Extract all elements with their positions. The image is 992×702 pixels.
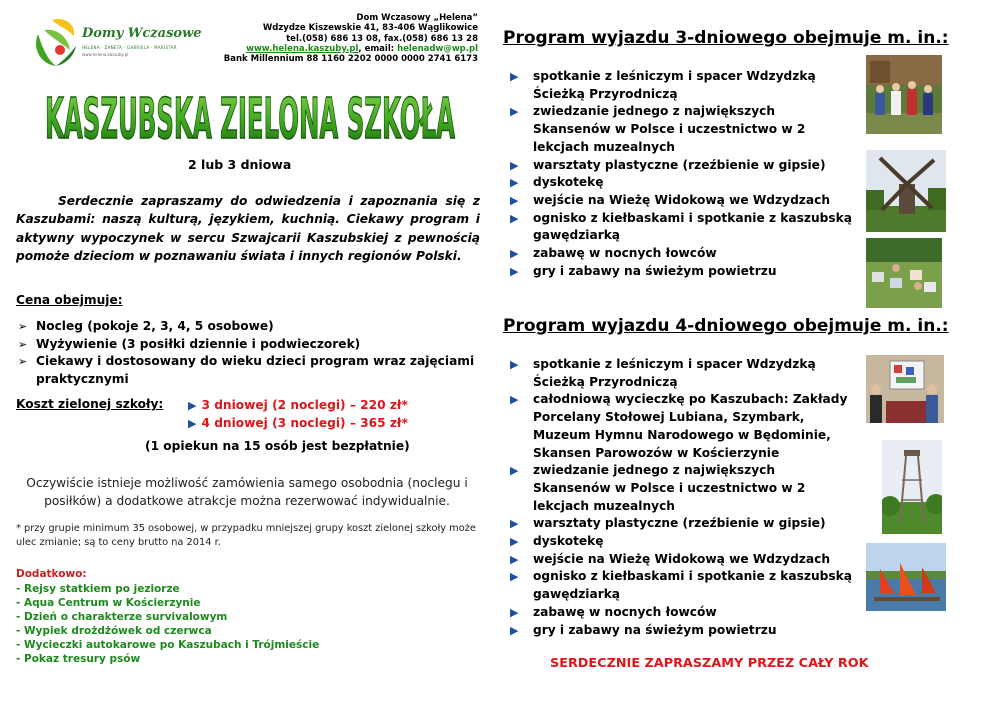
price-option: ▶ 3 dniowej (2 noclegi) – 220 zł* [188,398,408,412]
contact-name: Dom Wczasowy „Helena” [356,13,478,23]
arrowhead-right-icon: ➢ [18,337,28,351]
leaf-logo-icon [30,14,80,70]
triangle-right-icon: ▶ [510,70,519,83]
price-includes-heading: Cena obejmuje: [16,293,123,307]
cost-heading: Koszt zielonej szkoły: [16,397,164,411]
list-item: ▶ zwiedzanie jednego z największych Skansenów w Polsce i uczestnictwo w 2 lekcjach muzealnych [510,104,806,154]
program-3day-list [506,68,856,280]
program-3day-heading: Program wyjazdu 3-dniowego obejmuje m. in.: [503,28,949,48]
logo-url: www.helena.kaszuby.pl [82,52,129,57]
list-item: ▶ wejście na Wieżę Widokową we Wdzydzach [506,192,856,210]
triangle-right-icon: ▶ [510,158,519,172]
email-label: , email: [358,43,398,54]
price-option: ▶ 4 dniowej (3 noclegi) – 365 zł* [188,415,408,430]
list-item: - Pokaz tresury psów [16,653,141,665]
list-item: ▶ całodniową wycieczkę po Kaszubach: Zakłady Porcelany Stołowej Lubiana, Szymbark, Muzeum Hymnu Narodowego w Będominie, Skansen Parowozów w Kościerzynie [510,392,848,460]
list-item: ▶ ognisko z kiełbaskami i spotkanie z kaszubską gawędziarką [510,210,852,243]
photo-sailboats-lake [866,543,946,611]
group-note: * przy grupie minimum 35 osobowej, w przypadku mniejszej grupy koszt zielonej szkoły może ulec zmianie; są to ceny brutto na 2014 r. [16,523,476,548]
triangle-right-icon: ▶ [510,176,519,190]
triangle-right-icon: ▶ [510,105,519,119]
triangle-right-icon: ▶ [188,399,197,412]
list-item: ▶ wejście na Wieżę Widokową we Wdzydzach [506,551,856,569]
photo-windmill [866,150,946,232]
list-item: - Aqua Centrum w Kościerzynie [16,597,201,609]
list-item: - Wycieczki autokarowe po Kaszubach i Trójmieście [16,639,320,651]
list-item: - Wypiek drożdżówek od czerwca [16,625,212,637]
triangle-right-icon: ▶ [510,247,519,261]
list-item: ▶ warsztaty plastyczne (rzeźbienie w gipsie) [506,157,856,175]
triangle-right-icon: ▶ [510,464,519,478]
list-item: ➢ Ciekawy i dostosowany do wieku dzieci program wraz zajęciami praktycznymi [18,354,475,386]
program-4day-list [506,356,856,639]
arrowhead-right-icon: ➢ [18,355,28,368]
triangle-right-icon: ▶ [510,211,519,225]
program-4day-heading: Program wyjazdu 4-dniowego obejmuje m. in.: [503,316,949,336]
extras-heading: Dodatkowo: [16,568,87,580]
logo-tagline: HELENA · ŻANETA · GABRIELA · MARISTAR [82,45,177,50]
photo-children-outdoors [866,238,942,308]
triangle-right-icon: ▶ [510,517,519,531]
list-item: ▶ zabawę w nocnych łowców [506,245,856,263]
triangle-right-icon: ▶ [510,552,519,566]
triangle-right-icon: ▶ [188,416,197,430]
intro-text: Serdecznie zapraszamy do odwiedzenia i zapoznania się z Kaszubami: naszą kulturą, językiem, kuchnią. Ciekawy program i aktywny wypoczynek w sercu Szwajcarii Kaszubskiej z pewnością pomoże dzieciom w poznawaniu świata i innych regionów Polski. [16,194,480,264]
footer-invitation: SERDECZNIE ZAPRASZAMY PRZEZ CAŁY ROK [550,656,869,671]
contact-address: Wdzydze Kiszewskie 41, 83-406 Wąglikowice [262,23,478,34]
cost-options [188,397,408,432]
triangle-right-icon: ▶ [510,358,519,371]
list-item: ▶ warsztaty plastyczne (rzeźbienie w gipsie) [506,515,856,533]
triangle-right-icon: ▶ [510,264,519,278]
photo-observation-tower [882,440,942,534]
website-link[interactable]: www.helena.kaszuby.pl [246,43,359,54]
guardian-note: (1 opiekun na 15 osób jest bezpłatnie) [145,439,410,453]
list-item: - Dzień o charakterze survivalowym [16,611,228,623]
contact-block [188,13,478,64]
main-title-text: KASZUBSKA ZIELONA SZKOŁA [45,87,456,152]
logo [30,14,202,70]
photo-museum-lesson [866,355,944,423]
triangle-right-icon: ▶ [510,193,519,207]
contact-bank: Bank Millennium 88 1160 2202 0000 0000 2741 6173 [223,54,478,65]
list-item: ▶ ognisko z kiełbaskami i spotkanie z kaszubską gawędziarką [510,569,852,602]
list-item: ▶ spotkanie z leśniczym i spacer Wdzydzką Ścieżką Przyrodniczą [510,357,816,389]
price-includes-list [16,318,476,388]
list-item: ▶ gry i zabawy na świeżym powietrzu [506,263,856,281]
main-title [40,82,460,152]
photo-folk-dancers [866,55,942,134]
triangle-right-icon: ▶ [510,570,519,584]
arrowhead-right-icon: ➢ [18,320,28,333]
list-item: ▶ gry i zabawy na świeżym powietrzu [506,622,856,640]
triangle-right-icon: ▶ [510,393,519,407]
list-item: ▶ zabawę w nocnych łowców [506,604,856,622]
triangle-right-icon: ▶ [510,535,519,549]
extras-list [16,582,319,666]
email-link[interactable]: helenadw@wp.pl [397,43,478,54]
logo-brand: Domy Wczasowe [82,26,202,41]
list-item: - Rejsy statkiem po jeziorze [16,583,180,595]
list-item: ▶ zwiedzanie jednego z największych Skansenów w Polsce i uczestnictwo w 2 lekcjach muzealnych [510,463,806,513]
optional-note: Oczywiście istnieje możliwość zamówienia samego osobodnia (noclegu i posiłków) a dodatkowe atrakcje można rezerwować indywidualnie. [26,476,468,508]
triangle-right-icon: ▶ [510,605,519,619]
contact-phone: tel.(058) 686 13 08, fax.(058) 686 13 28 [286,33,478,44]
list-item: ▶ dyskotekę [506,533,856,551]
list-item: ➢ Nocleg (pokoje 2, 3, 4, 5 osobowe) [16,318,476,336]
list-item: ▶ spotkanie z leśniczym i spacer Wdzydzką Ścieżką Przyrodniczą [510,69,816,101]
list-item: ▶ dyskotekę [506,174,856,192]
contact-web-email [188,44,478,54]
list-item: ➢ Wyżywienie (3 posiłki dziennie i podwieczorek) [16,336,476,354]
duration: 2 lub 3 dniowa [188,157,292,172]
triangle-right-icon: ▶ [510,623,519,637]
